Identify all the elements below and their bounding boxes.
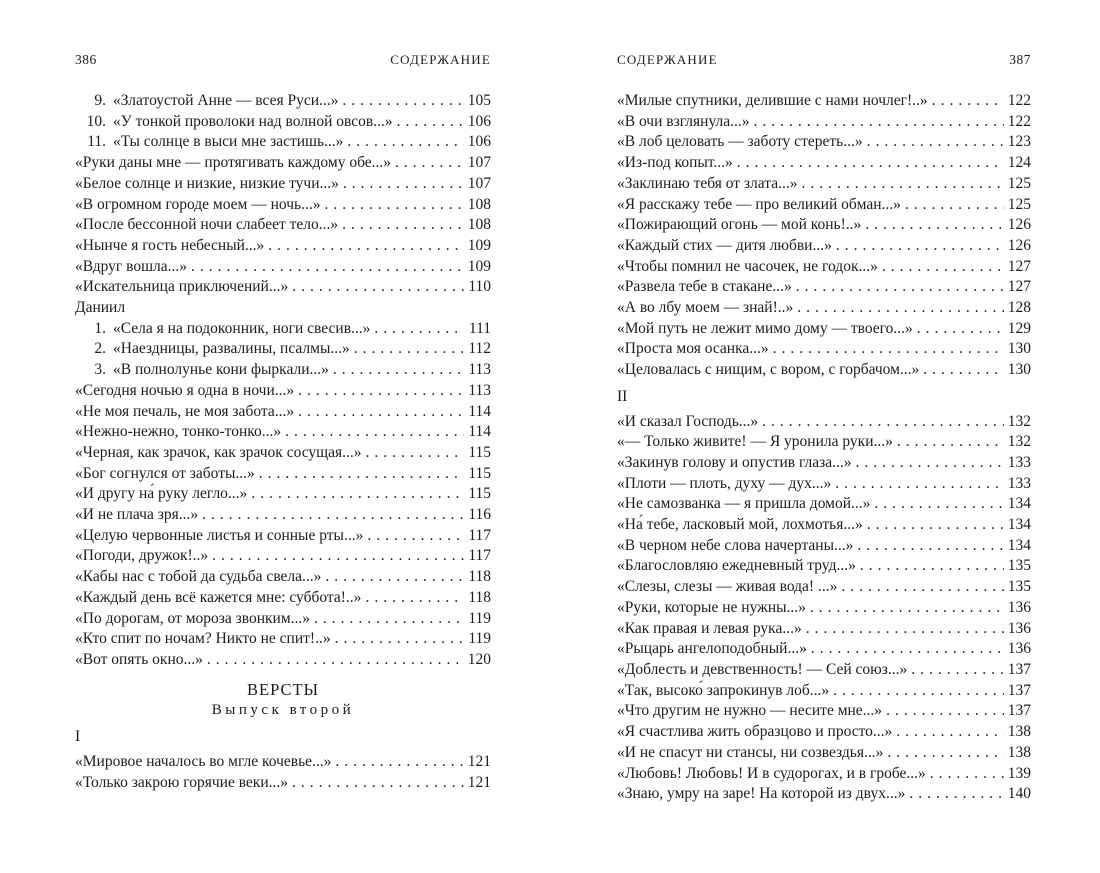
- toc-entry-number: 3.: [94, 361, 106, 379]
- toc-entry: [75, 132, 491, 153]
- toc-entry: [75, 215, 491, 236]
- toc-entry: [75, 319, 491, 340]
- toc-entry-number: 10.: [86, 112, 106, 130]
- toc-entry-page: 109: [467, 257, 491, 275]
- toc-entry-page: 128: [1007, 299, 1031, 317]
- toc-entry-page: 115: [468, 485, 491, 503]
- toc-entry-page: 127: [1007, 257, 1031, 275]
- toc-entry-title: «Ты солнце в выси мне застишь...»: [113, 133, 344, 151]
- toc-entry: [617, 298, 1031, 319]
- dot-leader: [397, 112, 464, 133]
- dot-leader: [857, 536, 1004, 557]
- left-page-number: 386: [75, 52, 97, 67]
- dot-leader: [811, 639, 1004, 660]
- toc-entry-title: «Бог согнулся от заботы...»: [75, 464, 255, 482]
- toc-entry-page: 136: [1007, 640, 1031, 658]
- dot-leader: [932, 91, 1004, 112]
- toc-entry-page: 134: [1007, 495, 1031, 513]
- toc-entry-title: «И другу на́ руку легло...»: [75, 485, 248, 503]
- toc-entry-page: 138: [1007, 723, 1031, 741]
- toc-entry: [617, 132, 1031, 153]
- toc-entry-title: «Как правая и левая рука...»: [617, 619, 802, 637]
- toc-entry: [617, 660, 1031, 681]
- toc-entry-page: 136: [1007, 619, 1031, 637]
- toc-entry: [75, 752, 491, 773]
- toc-entry-page: 133: [1007, 453, 1031, 471]
- dot-leader: [754, 112, 1004, 133]
- toc-entry-page: 140: [1007, 785, 1031, 803]
- dot-leader: [856, 453, 1004, 474]
- toc-entry-page: 116: [468, 506, 491, 524]
- right-page-header: [617, 52, 1031, 68]
- toc-entry-page: 132: [1007, 412, 1031, 430]
- dot-leader: [905, 195, 1004, 216]
- toc-entry-title: «Я расскажу тебе — про великий обман...»: [617, 195, 901, 213]
- toc-entry: [617, 743, 1031, 764]
- toc-entry: [75, 112, 491, 133]
- dot-leader: [354, 339, 464, 360]
- toc-entry-title: «Закинув голову и опустив глаза...»: [617, 453, 852, 471]
- toc-entry: [75, 381, 491, 402]
- toc-entry: [75, 609, 491, 630]
- toc-entry-page: 113: [468, 361, 491, 379]
- section-numeral: II: [617, 387, 628, 405]
- toc-entry: [617, 412, 1031, 433]
- toc-entry: [617, 153, 1031, 174]
- dot-leader: [796, 277, 1004, 298]
- toc-entry-page: 111: [468, 319, 491, 337]
- dot-leader: [342, 91, 464, 112]
- toc-entry: [617, 319, 1031, 340]
- toc-entry: [75, 443, 491, 464]
- toc-entry-title: «Руки, которые не нужны...»: [617, 598, 806, 616]
- toc-entry: [617, 701, 1031, 722]
- dot-leader: [367, 526, 464, 547]
- toc-entry-number: 11.: [87, 133, 106, 151]
- dot-leader: [333, 360, 464, 381]
- toc-entry-title: «Заклинаю тебя от злата...»: [617, 174, 798, 192]
- toc-entry: [75, 526, 491, 547]
- toc-entry-title: «После бессонной ночи слабеет тело...»: [75, 216, 339, 234]
- toc-entry: [75, 567, 491, 588]
- toc-entry-title: «В полнолунье кони фыркали...»: [113, 361, 329, 379]
- toc-entry-page: 115: [468, 443, 491, 461]
- right-running-head: СОДЕРЖАНИЕ: [617, 52, 718, 67]
- dot-leader: [923, 360, 1004, 381]
- toc-entry-page: 108: [467, 216, 491, 234]
- toc-entry-title: «И сказал Господь...»: [617, 412, 759, 430]
- toc-entry-title: «— Только живите! — Я уронила руки...»: [617, 433, 893, 451]
- toc-entry: [617, 764, 1031, 785]
- toc-entry-number: 9.: [94, 92, 106, 109]
- toc-entry-page: 130: [1007, 340, 1031, 358]
- toc-entry-page: 126: [1007, 236, 1031, 254]
- toc-entry: [75, 629, 491, 650]
- toc-entry: [75, 360, 491, 381]
- dot-leader: [365, 588, 464, 609]
- dot-leader: [207, 650, 464, 671]
- toc-entry-title: «Целовалась с нищим, с вором, с горбачом...»: [617, 361, 920, 379]
- toc-entry-page: 106: [467, 112, 491, 130]
- right-toc-list: [617, 91, 1031, 805]
- dot-leader: [835, 474, 1004, 495]
- toc-entry-title: «Сегодня ночью я одна в ночи...»: [75, 381, 295, 399]
- right-page: [617, 52, 1031, 805]
- toc-entry: [617, 639, 1031, 660]
- toc-entry-page: 119: [468, 609, 491, 627]
- toc-entry-title: «У тонкой проволоки над волной овсов...»: [113, 112, 393, 130]
- toc-entry: [75, 588, 491, 609]
- dot-leader: [259, 464, 464, 485]
- toc-entry: [75, 505, 491, 526]
- toc-entry-number: 1.: [94, 319, 106, 337]
- toc-entry-title: «Наездницы, развалины, псалмы...»: [113, 340, 350, 358]
- dot-leader: [314, 609, 464, 630]
- dot-leader: [797, 298, 1004, 319]
- toc-entry: [75, 236, 491, 257]
- toc-entry: [75, 257, 491, 278]
- toc-entry-page: 135: [1007, 578, 1031, 596]
- toc-entry-title: «В очи взглянула...»: [617, 112, 750, 130]
- toc-entry-page: 118: [468, 568, 491, 586]
- dot-leader: [343, 174, 464, 195]
- toc-entry-page: 125: [1007, 174, 1031, 192]
- dot-leader: [841, 577, 1004, 598]
- dot-leader: [374, 319, 464, 340]
- toc-entry: [75, 153, 491, 174]
- toc-entry-title: «Любовь! Любовь! И в судорогах, и в гробе...»: [617, 764, 926, 782]
- toc-entry-title: «Вдруг вошла...»: [75, 257, 188, 275]
- toc-entry-page: 122: [1007, 92, 1031, 109]
- toc-entry-page: 118: [468, 588, 491, 606]
- toc-entry-number: 2.: [94, 340, 106, 358]
- dot-leader: [325, 567, 464, 588]
- toc-entry-page: 110: [468, 278, 491, 296]
- toc-group-heading: Даниил: [75, 299, 126, 317]
- toc-entry: [617, 556, 1031, 577]
- toc-entry: [617, 681, 1031, 702]
- dot-leader: [191, 257, 464, 278]
- toc-entry-title: «По дорогам, от мороза звонким...»: [75, 609, 311, 627]
- toc-entry-title: «И не спасут ни стансы, ни созвездья...»: [617, 743, 884, 761]
- dot-leader: [737, 153, 1004, 174]
- dot-leader: [802, 174, 1005, 195]
- toc-entry-page: 123: [1007, 133, 1031, 151]
- dot-leader: [251, 484, 464, 505]
- dot-leader: [810, 598, 1004, 619]
- toc-entry-title: «Каждый день всё кажется мне: суббота!..»: [75, 588, 362, 606]
- dot-leader: [298, 381, 464, 402]
- toc-entry-title: «Что другим не нужно — несите мне...»: [617, 702, 883, 720]
- dot-leader: [865, 215, 1004, 236]
- dot-leader: [335, 752, 464, 773]
- toc-entry: [75, 484, 491, 505]
- left-running-head: СОДЕРЖАНИЕ: [390, 52, 491, 67]
- toc-entry-page: 121: [467, 752, 491, 770]
- toc-entry-page: 134: [1007, 536, 1031, 554]
- toc-entry: [617, 257, 1031, 278]
- dot-leader: [212, 546, 464, 567]
- toc-entry-title: «Чтобы помнил не часочек, не годок...»: [617, 257, 878, 275]
- toc-entry-title: «Нежно-нежно, тонко-тонко...»: [75, 423, 282, 441]
- toc-entry-title: «Только закрою горячие веки...»: [75, 773, 289, 791]
- dot-leader: [911, 660, 1004, 681]
- toc-entry-page: 121: [467, 773, 491, 791]
- section-numeral: I: [75, 728, 81, 746]
- toc-entry-page: 107: [467, 174, 491, 192]
- toc-entry-title: «Доблесть и девственность! — Сей союз...»: [617, 660, 908, 678]
- part-subtitle: Выпуск второй: [211, 702, 355, 719]
- toc-entry-page: 125: [1007, 195, 1031, 213]
- toc-entry: [75, 277, 491, 298]
- dot-leader: [909, 784, 1004, 805]
- toc-entry: [617, 474, 1031, 495]
- toc-entry: [617, 360, 1031, 381]
- dot-leader: [335, 629, 464, 650]
- toc-entry: [617, 515, 1031, 536]
- toc-entry-title: «Руки даны мне — протягивать каждому обе...»: [75, 154, 392, 172]
- toc-entry-page: 106: [467, 133, 491, 151]
- dot-leader: [860, 556, 1004, 577]
- dot-leader: [202, 505, 464, 526]
- toc-entry: [617, 236, 1031, 257]
- toc-entry-title: «Целую червонные листья и сонные рты...»: [75, 526, 364, 544]
- toc-entry-page: 138: [1007, 743, 1031, 761]
- toc-entry: [75, 464, 491, 485]
- toc-entry: [617, 432, 1031, 453]
- toc-entry-page: 137: [1007, 681, 1031, 699]
- toc-entry-page: 137: [1007, 660, 1031, 678]
- toc-entry: [617, 339, 1031, 360]
- toc-entry: [75, 339, 491, 360]
- toc-entry: [617, 598, 1031, 619]
- toc-entry: [75, 546, 491, 567]
- toc-entry-page: 132: [1007, 433, 1031, 451]
- toc-entry-page: 113: [468, 381, 491, 399]
- toc-entry-title: «Плоти — плоть, духу — дух...»: [617, 474, 832, 492]
- toc-entry-page: 137: [1007, 702, 1031, 720]
- toc-entry-page: 136: [1007, 598, 1031, 616]
- toc-entry-title: «Не моя печаль, не моя забота...»: [75, 402, 295, 420]
- toc-entry-page: 124: [1007, 154, 1031, 172]
- toc-entry: [617, 536, 1031, 557]
- toc-entry-title: «Слезы, слезы — живая вода! ...»: [617, 578, 838, 596]
- toc-entry-title: «Кабы нас с тобой да судьба свела...»: [75, 568, 322, 586]
- toc-entry: [617, 112, 1031, 133]
- toc-entry-page: 130: [1007, 361, 1031, 379]
- toc-entry-title: «Златоустой Анне — всея Руси...»: [113, 92, 339, 109]
- toc-entry-page: 139: [1007, 764, 1031, 782]
- toc-entry-page: 117: [468, 526, 491, 544]
- toc-entry-page: 117: [468, 547, 491, 565]
- toc-entry: [617, 215, 1031, 236]
- toc-entry-title: «В черном небе слова начертаны...»: [617, 536, 854, 554]
- toc-entry: [617, 619, 1031, 640]
- toc-entry-title: «Нынче я гость небесный...»: [75, 236, 265, 254]
- dot-leader: [836, 236, 1004, 257]
- toc-entry: [617, 784, 1031, 805]
- toc-entry-title: «Знаю, умру на заре! На которой из двух...»: [617, 785, 906, 803]
- toc-entry-page: 122: [1007, 112, 1031, 130]
- part-title: ВЕРСТЫ: [247, 679, 319, 699]
- toc-entry-title: «Милые спутники, делившие с нами ночлег!..»: [617, 92, 928, 109]
- toc-entry-page: 115: [468, 464, 491, 482]
- dot-leader: [365, 443, 464, 464]
- toc-entry-title: «Не самозванка — я пришла домой...»: [617, 495, 871, 513]
- dot-leader: [347, 132, 464, 153]
- dot-leader: [325, 195, 464, 216]
- toc-entry: [617, 722, 1031, 743]
- toc-entry-page: 107: [467, 154, 491, 172]
- toc-entry: [617, 195, 1031, 216]
- toc-entry: [75, 422, 491, 443]
- toc-entry-page: 126: [1007, 216, 1031, 234]
- toc-entry: [617, 277, 1031, 298]
- toc-entry: [75, 91, 491, 112]
- toc-entry-title: «Рыцарь ангелоподобный...»: [617, 640, 807, 658]
- toc-entry-page: 114: [468, 423, 491, 441]
- left-page-header: [75, 52, 491, 68]
- dot-leader: [395, 153, 464, 174]
- toc-entry-title: «Из-под копыт...»: [617, 154, 733, 172]
- toc-entry-title: «Проста моя осанка...»: [617, 340, 769, 358]
- toc-entry-title: «И не плача зря...»: [75, 506, 199, 524]
- toc-entry-title: «А во лбу моем — знай!..»: [617, 299, 794, 317]
- dot-leader: [773, 339, 1004, 360]
- toc-entry-page: 134: [1007, 516, 1031, 534]
- dot-leader: [298, 402, 464, 423]
- toc-entry-title: «В лоб целовать — заботу стереть...»: [617, 133, 863, 151]
- toc-entry-page: 114: [468, 402, 491, 420]
- dot-leader: [806, 619, 1004, 640]
- toc-entry-title: «Благословляю ежедневный труд...»: [617, 557, 856, 575]
- toc-entry-title: «Так, высоко́ запрокинув лоб...»: [617, 681, 830, 699]
- dot-leader: [268, 236, 464, 257]
- toc-entry-title: «Мой путь не лежит мимо дому — твоего...»: [617, 319, 913, 337]
- dot-leader: [882, 257, 1004, 278]
- toc-entry-page: 119: [468, 630, 491, 648]
- toc-entry: [617, 494, 1031, 515]
- left-toc-list: [75, 91, 491, 793]
- toc-entry-title: «Вот опять окно...»: [75, 650, 203, 668]
- toc-entry-title: «Развела тебе в стакане...»: [617, 278, 792, 296]
- toc-entry-page: 127: [1007, 278, 1031, 296]
- dot-leader: [886, 701, 1004, 722]
- toc-entry: [617, 91, 1031, 112]
- dot-leader: [292, 277, 464, 298]
- dot-leader: [896, 722, 1004, 743]
- toc-entry-page: 112: [468, 340, 491, 358]
- toc-entry-page: 133: [1007, 474, 1031, 492]
- toc-entry-title: «Каждый стих — дитя любви...»: [617, 236, 832, 254]
- toc-entry-page: 129: [1007, 319, 1031, 337]
- toc-entry-title: «Села я на подоконник, ноги свесив...»: [113, 319, 371, 337]
- dot-leader: [867, 515, 1004, 536]
- dot-leader: [285, 422, 464, 443]
- dot-leader: [930, 764, 1004, 785]
- toc-entry-title: «Погоди, дружок!..»: [75, 547, 209, 565]
- dot-leader: [292, 773, 464, 794]
- dot-leader: [867, 132, 1004, 153]
- toc-entry-title: «Мировое началось во мгле кочевье...»: [75, 752, 332, 770]
- toc-entry: [75, 174, 491, 195]
- dot-leader: [833, 681, 1004, 702]
- toc-entry-page: 108: [467, 195, 491, 213]
- toc-entry: [75, 402, 491, 423]
- toc-entry-title: «Я счастлива жить образцово и просто...»: [617, 723, 893, 741]
- dot-leader: [917, 319, 1004, 340]
- dot-leader: [874, 494, 1004, 515]
- toc-entry-title: «Черная, как зрачок, как зрачок сосущая...»: [75, 443, 362, 461]
- toc-entry-title: «Белое солнце и низкие, низкие тучи...»: [75, 174, 339, 192]
- toc-entry-page: 109: [467, 236, 491, 254]
- dot-leader: [897, 432, 1004, 453]
- toc-entry-title: «Пожирающий огонь — мой конь!..»: [617, 216, 862, 234]
- toc-entry-page: 105: [467, 92, 491, 109]
- dot-leader: [887, 743, 1004, 764]
- toc-entry-title: «Искательница приключений...»: [75, 278, 289, 296]
- toc-entry-title: «Кто спит по ночам? Никто не спит!..»: [75, 630, 331, 648]
- toc-entry: [617, 577, 1031, 598]
- toc-entry: [75, 195, 491, 216]
- toc-entry-title: «В огромном городе моем — ночь...»: [75, 195, 321, 213]
- dot-leader: [342, 215, 464, 236]
- toc-entry-page: 120: [467, 650, 491, 668]
- dot-leader: [762, 412, 1004, 433]
- toc-entry: [75, 773, 491, 794]
- left-page: [75, 52, 491, 793]
- toc-entry: [617, 174, 1031, 195]
- toc-entry-page: 135: [1007, 557, 1031, 575]
- toc-entry-title: «На́ тебе, ласковый мой, лохмотья...»: [617, 516, 863, 534]
- right-page-number: 387: [1009, 52, 1031, 67]
- toc-entry: [617, 453, 1031, 474]
- toc-entry: [75, 650, 491, 671]
